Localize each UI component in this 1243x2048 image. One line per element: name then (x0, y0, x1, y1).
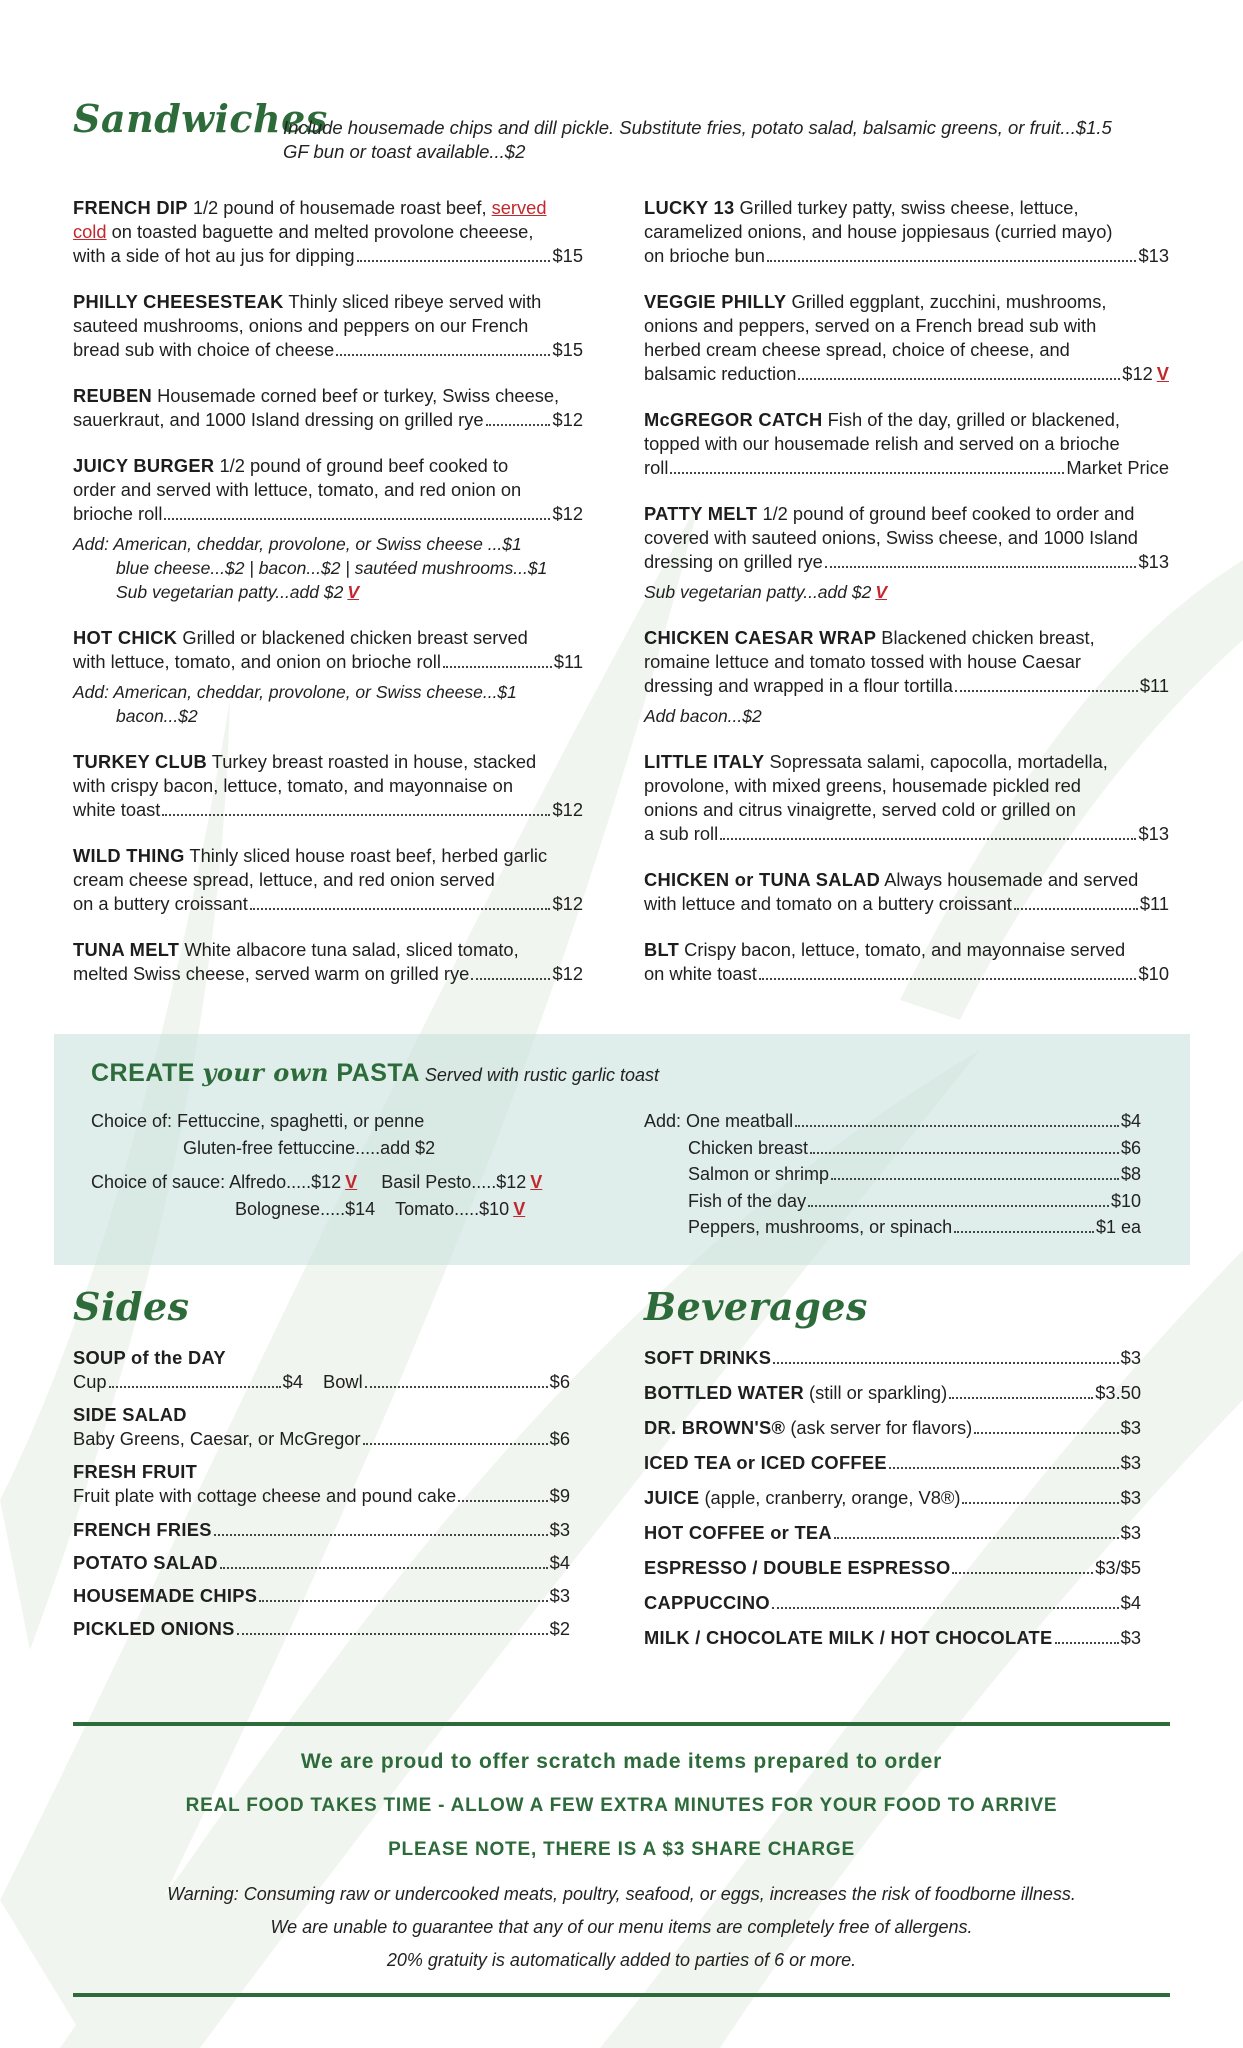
item-price: $3 (1120, 1487, 1141, 1508)
item-desc: White albacore tuna salad, sliced tomato, (179, 939, 519, 960)
item-price: $6 (549, 1428, 570, 1449)
addon-line: Sub vegetarian patty...add $2 (644, 582, 872, 602)
item-label (644, 1556, 950, 1580)
item-desc: balsamic reduction (644, 363, 797, 384)
item-desc: white toast (73, 799, 161, 820)
item-name: ICED TEA or ICED COFFEE (644, 1452, 887, 1473)
menu-item-mcgregor-catch (644, 408, 1169, 480)
item-name: LUCKY 13 (644, 197, 735, 218)
side-fresh-fruit (73, 1460, 570, 1508)
soup-bowl-label: Bowl (323, 1371, 363, 1392)
item-price: $3/$5 (1095, 1557, 1141, 1578)
item-desc: melted Swiss cheese, served warm on grilled rye (73, 963, 470, 984)
menu-item-wild-thing (73, 844, 583, 916)
menu-item-tuna-melt (73, 938, 583, 986)
pasta-addon-row (644, 1135, 1141, 1162)
item-desc: Grilled turkey patty, swiss cheese, lettuce, (734, 197, 1079, 218)
item-name: FRENCH FRIES (73, 1519, 212, 1540)
item-desc: topped with our housemade relish and served on a brioche (644, 433, 1120, 454)
pasta-sauce-tomato: Tomato.....$10 (395, 1199, 510, 1219)
item-name: SIDE SALAD (73, 1404, 187, 1425)
item-addons (644, 580, 1169, 604)
addon-label: Add: One meatball (644, 1111, 794, 1131)
item-addons (73, 680, 583, 728)
item-desc: with lettuce, tomato, and onion on brioche roll (73, 651, 441, 672)
item-name: FRENCH DIP (73, 197, 188, 218)
pasta-addon-row (644, 1108, 1141, 1135)
pasta-choices (91, 1108, 611, 1223)
vegetarian-mark: V (1156, 363, 1169, 384)
addon-line: Add: American, cheddar, provolone, or Swiss cheese...$1 (73, 682, 517, 702)
item-desc: on toasted baguette and melted provolone cheeese, (106, 221, 534, 242)
menu-item-turkey-club (73, 750, 583, 822)
pasta-addon-row (644, 1188, 1141, 1215)
pasta-addons (644, 1108, 1141, 1241)
item-desc: Thinly sliced ribeye served with (283, 291, 542, 312)
item-desc: covered with sauteed onions, Swiss cheese, and 1000 Island (644, 527, 1138, 548)
item-desc: Baby Greens, Caesar, or McGregor (73, 1428, 361, 1449)
addon-line: Add bacon...$2 (644, 706, 762, 726)
item-price: $3 (549, 1585, 570, 1606)
item-name: TUNA MELT (73, 939, 180, 960)
item-extra: (apple, cranberry, orange, V8®) (699, 1487, 961, 1508)
item-price: $3 (1120, 1627, 1141, 1648)
item-desc: a sub roll (644, 823, 719, 844)
item-desc: on brioche bun (644, 245, 765, 266)
menu-item-hot-chick (73, 626, 583, 728)
item-price: $15 (552, 339, 583, 360)
item-desc: Grilled eggplant, zucchini, mushrooms, (786, 291, 1107, 312)
beverages-list (644, 1346, 1141, 1650)
addon-price: $10 (1110, 1190, 1141, 1211)
footer-allergens: We are unable to guarantee that any of our menu items are completely free of allergens. (270, 1917, 973, 1937)
addon-label: Peppers, mushrooms, or spinach (688, 1217, 953, 1237)
item-desc: order and served with lettuce, tomato, and red onion on (73, 479, 522, 500)
item-price: $3 (1120, 1347, 1141, 1368)
item-desc: Thinly sliced house roast beef, herbed garlic (184, 845, 548, 866)
item-name: SOFT DRINKS (644, 1347, 772, 1368)
item-label (644, 1346, 771, 1370)
addon-label: Chicken breast (688, 1137, 809, 1158)
item-price: $9 (549, 1485, 570, 1506)
item-name: PATTY MELT (644, 503, 758, 524)
sandwiches-title: Sandwiches (73, 96, 328, 141)
item-name: JUICE (644, 1487, 700, 1508)
pasta-title-your-own: your own (202, 1058, 329, 1087)
item-price: $12 (1122, 363, 1153, 384)
item-label (644, 1381, 947, 1405)
addon-price: $8 (1120, 1164, 1141, 1184)
item-label (644, 1591, 770, 1615)
vegetarian-mark: V (513, 1199, 526, 1219)
item-desc: herbed cream cheese spread, choice of cheese, and (644, 339, 1070, 360)
item-name: SOUP of the DAY (73, 1347, 226, 1368)
item-name: McGREGOR CATCH (644, 409, 823, 430)
item-label (644, 1451, 887, 1475)
beverage-item (644, 1416, 1141, 1440)
item-desc: onions and peppers, served on a French bread sub with (644, 315, 1097, 336)
addon-label: Salmon or shrimp (688, 1164, 830, 1184)
item-desc: onions and citrus vinaigrette, served cold or grilled on (644, 799, 1076, 820)
item-desc: provolone, with mixed greens, housemade pickled red (644, 775, 1081, 796)
menu-item-philly-cheesesteak (73, 290, 583, 362)
item-name: ESPRESSO / DOUBLE ESPRESSO (644, 1557, 951, 1578)
item-name: CHICKEN or TUNA SALAD (644, 869, 881, 890)
item-desc: with lettuce and tomato on a buttery croissant (644, 893, 1012, 914)
footer-gratuity: 20% gratuity is automatically added to parties of 6 or more. (386, 1950, 857, 1970)
item-label (644, 1626, 1053, 1650)
pasta-subtitle: Served with rustic garlic toast (419, 1065, 659, 1085)
addon-price: $1 ea (1095, 1217, 1141, 1237)
item-desc: caramelized onions, and house joppiesaus (curried mayo) (644, 221, 1113, 242)
vegetarian-mark: V (347, 582, 360, 602)
item-desc: dressing on grilled rye (644, 551, 823, 572)
item-name: REUBEN (73, 385, 152, 406)
beverage-item (644, 1346, 1141, 1370)
item-desc: 1/2 pound of ground beef cooked to (214, 455, 509, 476)
pasta-sauce-pesto: Basil Pesto.....$12 (381, 1172, 527, 1192)
item-desc: with a side of hot au jus for dipping (73, 245, 355, 266)
item-price: $3 (1120, 1452, 1141, 1473)
item-price: $3 (1120, 1417, 1141, 1438)
item-desc: Fish of the day, grilled or blackened, (822, 409, 1120, 430)
footer-warning: Warning: Consuming raw or undercooked meats, poultry, seafood, or eggs, increases the risk of foodborne illness. (167, 1884, 1076, 1904)
pasta-sauce-label: Choice of sauce: (91, 1172, 230, 1192)
item-price: $13 (1138, 245, 1169, 266)
item-desc: cream cheese spread, lettuce, and red onion served (73, 869, 495, 890)
item-price: $11 (553, 651, 583, 672)
footer-top-rule (73, 1722, 1170, 1726)
item-desc: 1/2 pound of housemade roast beef, (187, 197, 492, 218)
served-cold-highlight-2: cold (73, 221, 107, 242)
item-desc: on a buttery croissant (73, 893, 248, 914)
item-desc: Always housemade and served (880, 869, 1139, 890)
item-price: $12 (552, 503, 583, 524)
pasta-sauce-alfredo: Alfredo.....$12 (229, 1172, 342, 1192)
item-desc: Fruit plate with cottage cheese and pound cake (73, 1485, 457, 1506)
item-name: WILD THING (73, 845, 185, 866)
sides-list (73, 1346, 570, 1641)
item-desc: Grilled or blackened chicken breast served (177, 627, 528, 648)
item-desc: Turkey breast roasted in house, stacked (206, 751, 537, 772)
soup-cup-price: $4 (282, 1371, 303, 1392)
item-name: BOTTLED WATER (644, 1382, 804, 1403)
side-salad (73, 1403, 570, 1451)
addon-line: Add: American, cheddar, provolone, or Swiss cheese ...$1 (73, 534, 522, 554)
pasta-gluten-free: Gluten-free fettuccine.....add $2 (183, 1138, 436, 1158)
item-desc: bread sub with choice of cheese (73, 339, 335, 360)
item-desc: Crispy bacon, lettuce, tomato, and mayonnaise served (679, 939, 1126, 960)
menu-item-juicy-burger (73, 454, 583, 604)
beverage-item (644, 1591, 1141, 1615)
item-desc: romaine lettuce and tomato tossed with house Caesar (644, 651, 1081, 672)
pasta-title-create: CREATE (91, 1059, 203, 1087)
item-name: PICKLED ONIONS (73, 1618, 235, 1639)
addon-line: bacon...$2 (116, 706, 198, 726)
menu-item-chicken-tuna-salad (644, 868, 1169, 916)
item-price: $4 (1120, 1592, 1141, 1613)
sandwiches-note-line1: Include housemade chips and dill pickle. Substitute fries, potato salad, balsamic greens, or fruit...$1.5 (283, 117, 1112, 138)
item-price: $3 (549, 1519, 570, 1540)
item-name: POTATO SALAD (73, 1552, 218, 1573)
item-name: CHICKEN CAESAR WRAP (644, 627, 877, 648)
menu-item-blt (644, 938, 1169, 986)
sandwiches-note-line2: GF bun or toast available...$2 (283, 141, 526, 162)
item-price: $15 (552, 245, 583, 266)
vegetarian-mark: V (345, 1172, 358, 1192)
item-price: $11 (1139, 675, 1169, 696)
item-price: $2 (549, 1618, 570, 1639)
pasta-choice-of: Choice of: Fettuccine, spaghetti, or penne (91, 1111, 425, 1131)
item-name: HOT CHICK (73, 627, 178, 648)
item-name: BLT (644, 939, 680, 960)
item-extra: (ask server for flavors) (785, 1417, 973, 1438)
side-item (73, 1617, 570, 1641)
served-cold-highlight: served (491, 197, 547, 218)
item-name: JUICY BURGER (73, 455, 215, 476)
item-label (644, 1416, 972, 1440)
sandwiches-note (283, 116, 1183, 164)
item-price: $13 (1138, 551, 1169, 572)
beverage-item (644, 1451, 1141, 1475)
item-addons (73, 532, 583, 604)
pasta-addon-row (644, 1161, 1141, 1188)
addon-label: Fish of the day (688, 1190, 807, 1211)
item-desc: on white toast (644, 963, 757, 984)
soup-bowl-price: $6 (549, 1371, 570, 1392)
item-name: PHILLY CHEESESTEAK (73, 291, 284, 312)
menu-item-patty-melt (644, 502, 1169, 604)
item-price: $12 (552, 799, 583, 820)
item-label (644, 1486, 960, 1510)
item-desc: Sopressata salami, capocolla, mortadella, (764, 751, 1108, 772)
vegetarian-mark: V (530, 1172, 543, 1192)
beverage-item (644, 1521, 1141, 1545)
pasta-addon-row (644, 1214, 1141, 1241)
item-price: $13 (1138, 823, 1169, 844)
item-desc: with crispy bacon, lettuce, tomato, and mayonnaise on (73, 775, 514, 796)
menu-item-lucky-13 (644, 196, 1169, 268)
pasta-sauce-bolognese: Bolognese.....$14 (235, 1199, 376, 1219)
beverage-item (644, 1486, 1141, 1510)
item-price: $3 (1120, 1522, 1141, 1543)
item-name: FRESH FRUIT (73, 1461, 198, 1482)
item-price: $11 (1139, 893, 1169, 914)
item-name: CAPPUCCINO (644, 1592, 770, 1613)
addon-price: $4 (1120, 1111, 1141, 1131)
item-name: LITTLE ITALY (644, 751, 765, 772)
item-extra: (still or sparkling) (803, 1382, 948, 1403)
menu-item-little-italy (644, 750, 1169, 846)
item-price: $12 (552, 963, 583, 984)
item-name: DR. BROWN'S® (644, 1417, 786, 1438)
item-price: $3.50 (1095, 1382, 1141, 1403)
item-label (644, 1521, 832, 1545)
footer-share-charge: PLEASE NOTE, THERE IS A $3 SHARE CHARGE (388, 1839, 855, 1860)
item-desc: sauteed mushrooms, onions and peppers on our French (73, 315, 529, 336)
side-item (73, 1551, 570, 1575)
beverage-item (644, 1626, 1141, 1650)
item-desc: brioche roll (73, 503, 163, 524)
item-desc: roll (644, 457, 669, 478)
item-desc: Housemade corned beef or turkey, Swiss cheese, (152, 385, 560, 406)
item-desc: sauerkraut, and 1000 Island dressing on grilled rye (73, 409, 484, 430)
item-price: $4 (549, 1552, 570, 1573)
item-desc: Blackened chicken breast, (876, 627, 1095, 648)
item-price: Market Price (1066, 457, 1169, 478)
footer-scratch-made: We are proud to offer scratch made items prepared to order (300, 1750, 943, 1773)
item-name: TURKEY CLUB (73, 751, 207, 772)
beverage-item (644, 1556, 1141, 1580)
item-price: $10 (1138, 963, 1169, 984)
item-price: $12 (552, 409, 583, 430)
item-price: $12 (552, 893, 583, 914)
soup-cup-label: Cup (73, 1371, 107, 1392)
addon-line: blue cheese...$2 | bacon...$2 | sautéed mushrooms...$1 (116, 558, 548, 578)
item-desc: 1/2 pound of ground beef cooked to order and (757, 503, 1135, 524)
side-item (73, 1518, 570, 1542)
item-name: MILK / CHOCOLATE MILK / HOT CHOCOLATE (644, 1627, 1053, 1648)
vegetarian-mark: V (875, 582, 888, 602)
item-name: HOT COFFEE or TEA (644, 1522, 832, 1543)
beverages-title: Beverages (644, 1284, 868, 1329)
beverage-item (644, 1381, 1141, 1405)
addon-price: $6 (1120, 1137, 1141, 1158)
side-soup (73, 1346, 570, 1394)
menu-item-reuben (73, 384, 583, 432)
menu-item-veggie-philly (644, 290, 1169, 386)
item-desc: dressing and wrapped in a flour tortilla (644, 675, 953, 696)
item-name: HOUSEMADE CHIPS (73, 1585, 258, 1606)
sandwiches-right-column (644, 196, 1169, 986)
footer-bottom-rule (73, 1993, 1170, 1997)
pasta-title-pasta: PASTA (328, 1059, 420, 1087)
menu-item-french-dip (73, 196, 583, 268)
pasta-title (91, 1058, 659, 1088)
sides-title: Sides (73, 1284, 190, 1329)
item-name: VEGGIE PHILLY (644, 291, 787, 312)
menu-item-chicken-caesar-wrap (644, 626, 1169, 728)
addon-line: Sub vegetarian patty...add $2 (116, 582, 344, 602)
footer-real-food: REAL FOOD TAKES TIME - ALLOW A FEW EXTRA MINUTES FOR YOUR FOOD TO ARRIVE (185, 1795, 1058, 1816)
item-addons (644, 704, 1169, 728)
side-item (73, 1584, 570, 1608)
sandwiches-left-column (73, 196, 583, 986)
